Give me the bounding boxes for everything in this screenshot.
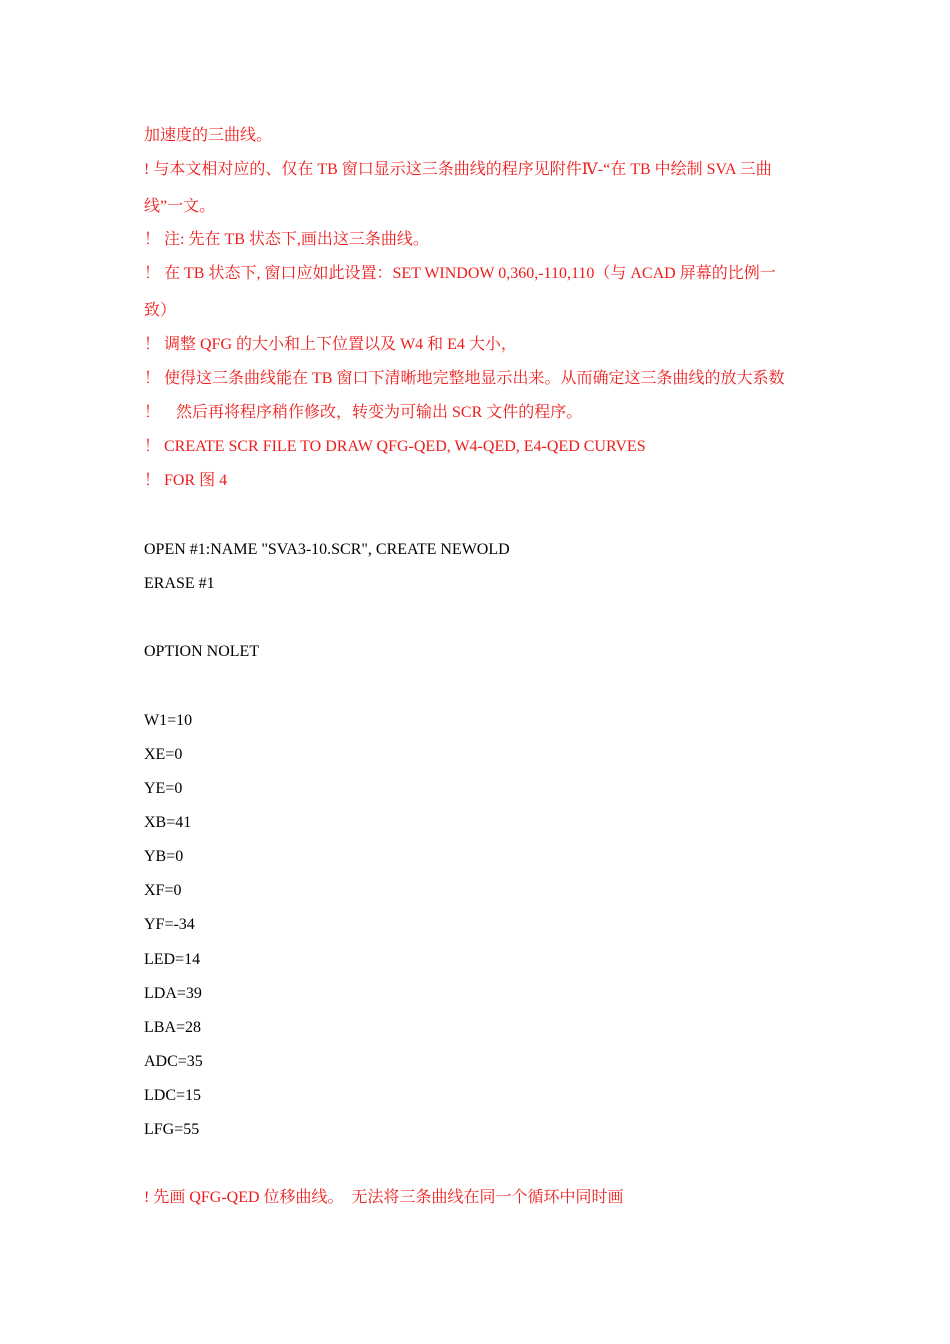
code-line: OPEN #1:NAME "SVA3-10.SCR", CREATE NEWOLD: [144, 541, 510, 558]
comment-line: ! 与本文相对应的、仅在 TB 窗口显示这三条曲线的程序见附件Ⅳ-“在 TB 中绘制 SVA 三曲: [144, 161, 772, 178]
comment-line: 线”一文。: [144, 198, 216, 215]
code-line: XE=0: [144, 746, 183, 763]
code-line: LDA=39: [144, 985, 202, 1002]
code-line: XF=0: [144, 882, 182, 899]
comment-line: ！ 然后再将程序稍作修改，转变为可输出 SCR 文件的程序。: [144, 404, 583, 421]
comment-line: ！ 使得这三条曲线能在 TB 窗口下清晰地完整地显示出来。从而确定这三条曲线的放大系数: [144, 370, 785, 387]
code-line: LED=14: [144, 951, 201, 968]
comment-line: ！ 调整 QFG 的大小和上下位置以及 W4 和 E4 大小，: [144, 336, 517, 353]
comment-line: 致）: [144, 302, 177, 319]
comment-line: 加速度的三曲线。: [144, 127, 273, 144]
code-line: LFG=55: [144, 1121, 200, 1138]
code-line: XB=41: [144, 814, 192, 831]
code-line: YF=-34: [144, 916, 195, 933]
code-line: YB=0: [144, 848, 184, 865]
comment-line: ！ CREATE SCR FILE TO DRAW QFG-QED, W4-QED, E4-QED CURVES: [144, 438, 646, 455]
comment-line: ！ FOR 图 4: [144, 472, 228, 489]
code-line: YE=0: [144, 780, 183, 797]
comment-line: ! 先画 QFG-QED 位移曲线。 无法将三条曲线在同一个循环中同时画: [144, 1189, 624, 1206]
code-line: ADC=35: [144, 1053, 203, 1070]
code-line: LBA=28: [144, 1019, 202, 1036]
comment-line: ！ 注: 先在 TB 状态下,画出这三条曲线。: [144, 231, 429, 248]
code-line: LDC=15: [144, 1087, 202, 1104]
comment-line: ！ 在 TB 状态下, 窗口应如此设置：SET WINDOW 0,360,-110,110（与 ACAD 屏幕的比例一: [144, 265, 776, 282]
code-line: W1=10: [144, 712, 193, 729]
code-line: ERASE #1: [144, 575, 215, 592]
code-line: OPTION NOLET: [144, 643, 260, 660]
